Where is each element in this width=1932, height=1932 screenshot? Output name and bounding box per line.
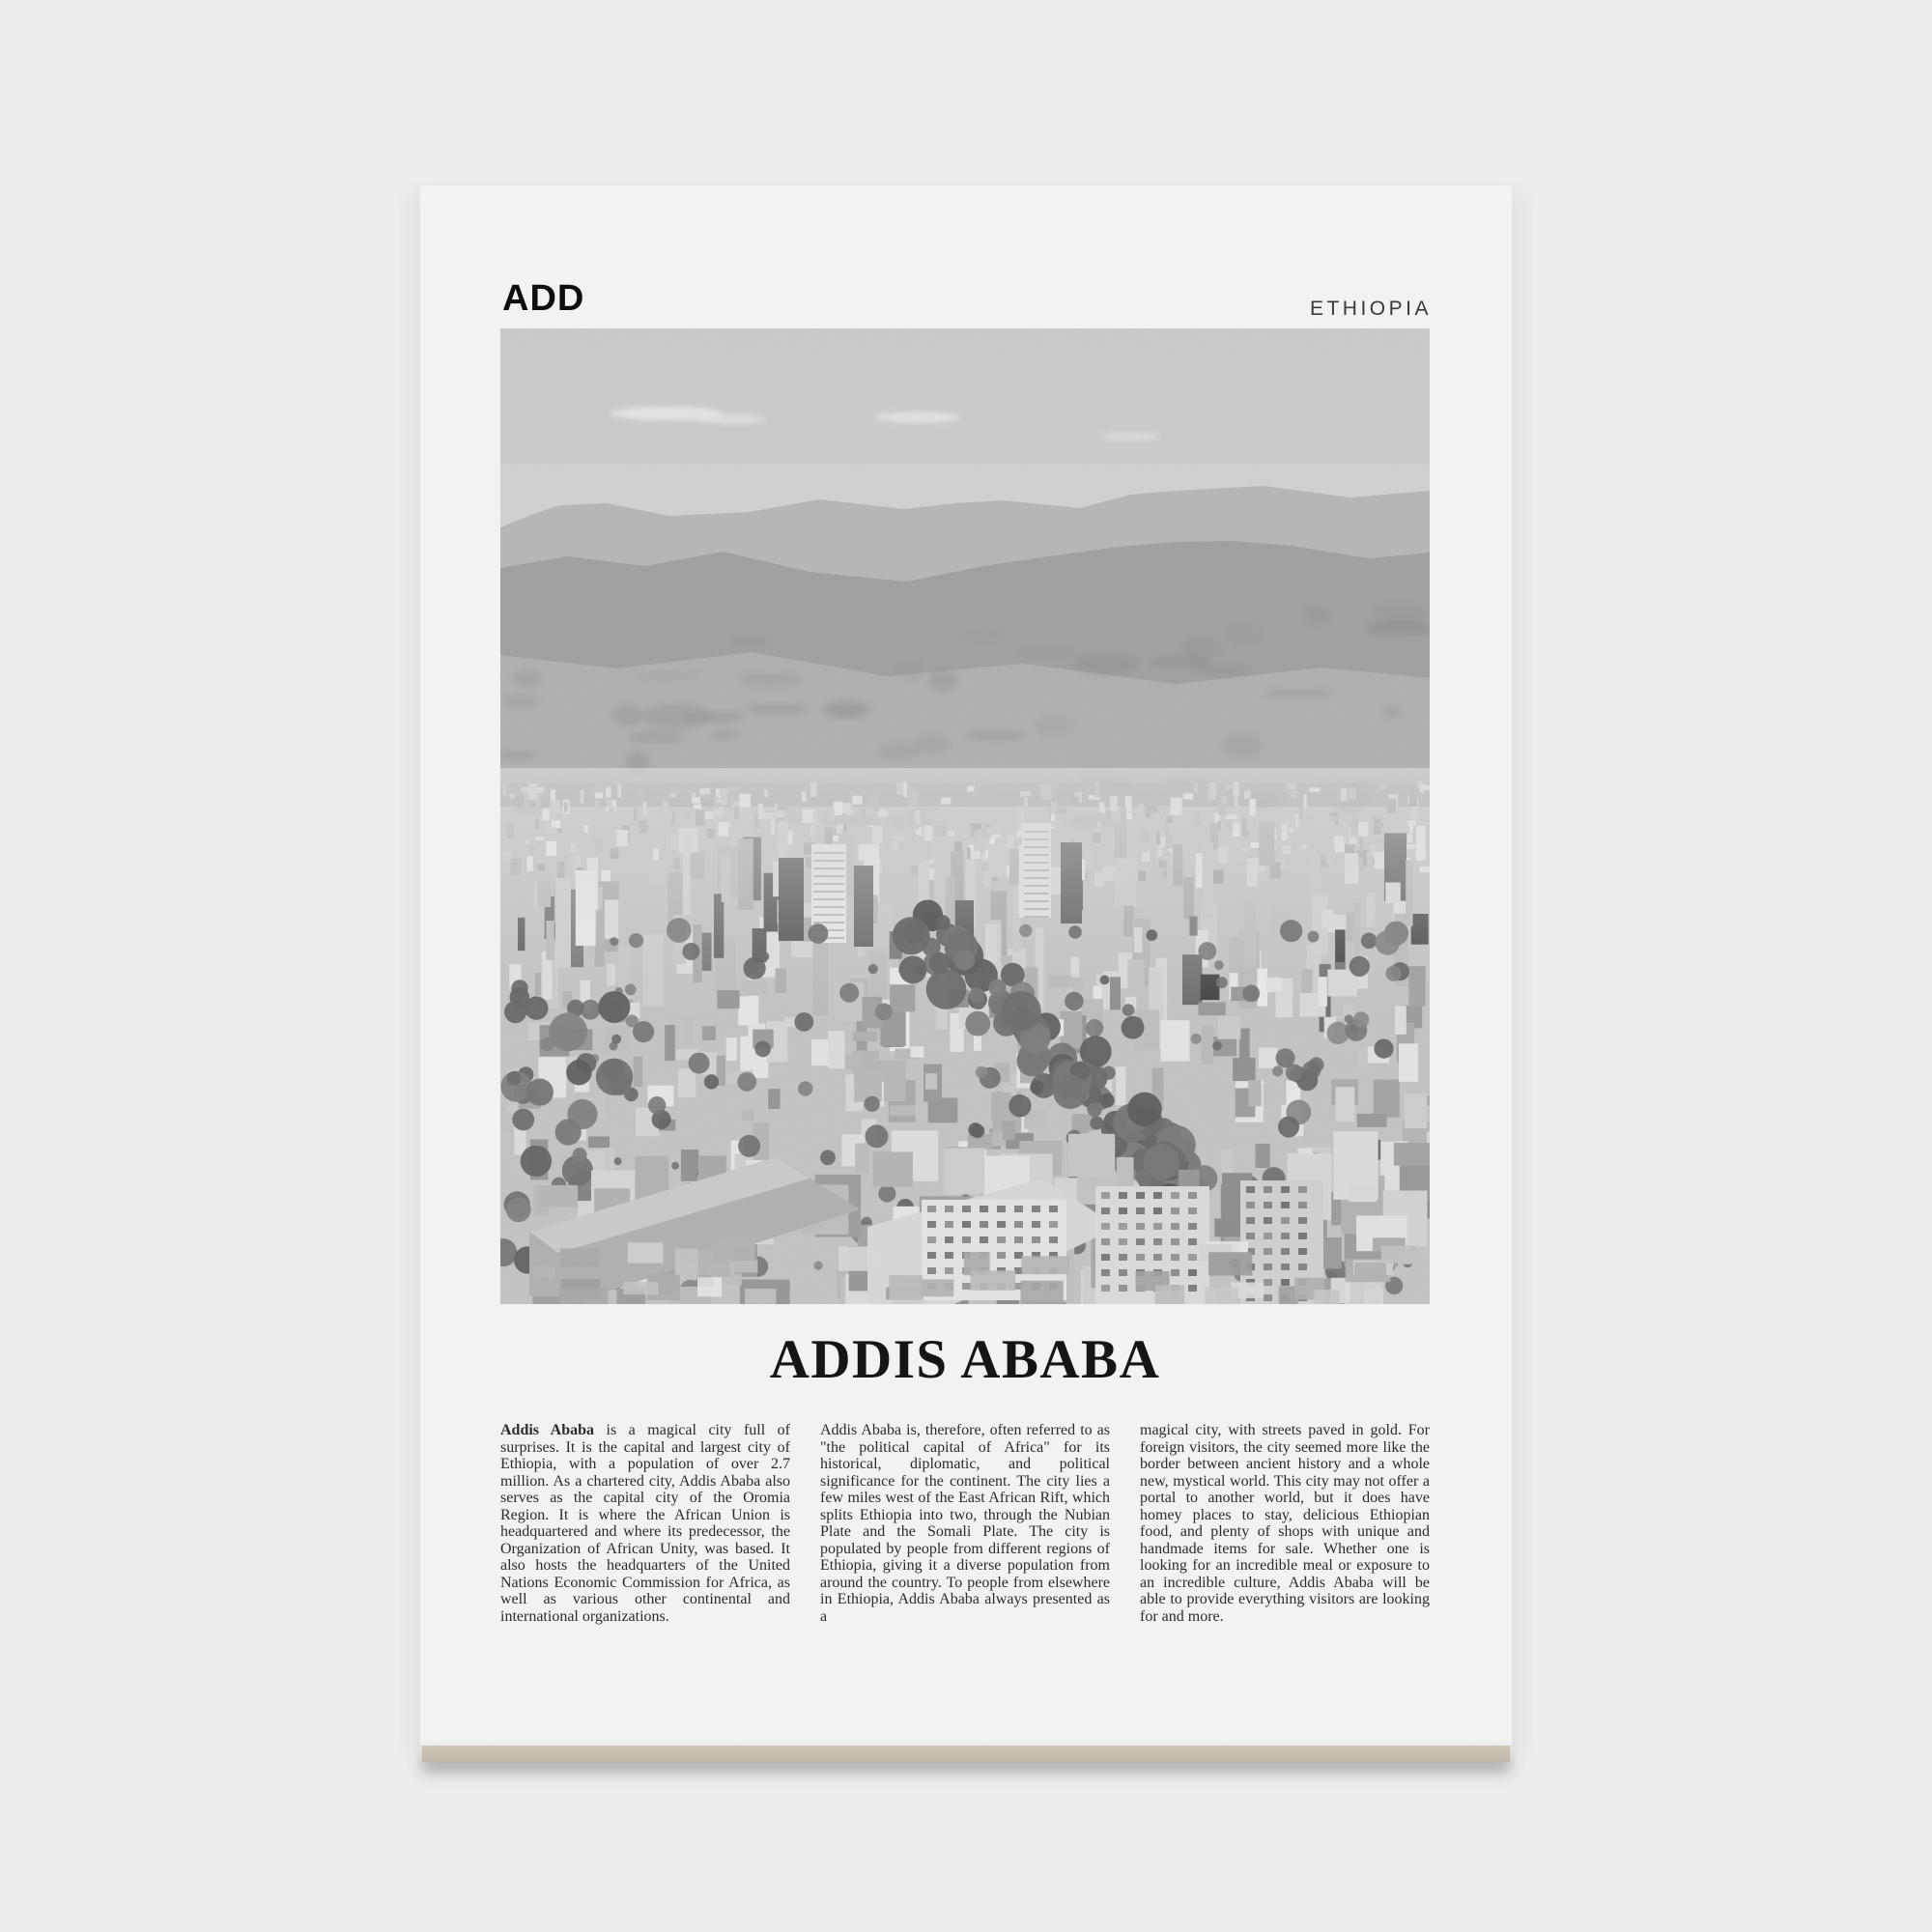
poster-title: ADDIS ABABA — [769, 1329, 1161, 1390]
body-column-3 — [1140, 1422, 1430, 1625]
city-code-label: ADD — [502, 278, 585, 319]
body-text — [500, 1422, 1430, 1625]
poster-edge-shadow — [422, 1746, 1510, 1762]
city-photo-svg — [500, 328, 1430, 1304]
column-text: magical city, with streets paved in gold. For foreign visitors, the city seemed more like the border between ancient history and a whole new, mystical world. This city may not offer a portal to another world, but it does have homey places to stay, delicious Ethiopian food, and plenty of shops with unique and handmade items for sale. Whether one is looking for an incredible meal or exposure to an incredible culture, Addis Ababa will be able to provide everything visitors are looking for and more. — [1140, 1422, 1430, 1625]
column-text: Addis Ababa is, therefore, often referred to as "the political capital of Africa" for its historical, diplomatic, and political significance for the continent. The city lies a few miles west of the East African Rift, which splits Ethiopia into two, through the Nubian Plate and the Somali Plate. The city is populated by people from different regions of Ethiopia, giving it a diverse population from around the country. To people from elsewhere in Ethiopia, Addis Ababa always presented as a — [820, 1422, 1110, 1625]
body-column-2 — [820, 1422, 1110, 1625]
photo-grain — [500, 328, 1430, 1304]
city-photo — [500, 328, 1430, 1304]
body-column-1 — [500, 1422, 790, 1625]
column-text: is a magical city full of surprises. It is the capital and largest city of Ethiopia, with a population of over 2.7 million. As a chartered city, Addis Ababa also serves as the capital city of the Oromia Region. It is where the African Union is headquartered and where its predecessor, the Organization of African Unity, was based. It also hosts the headquarters of the United Nations Economic Commission for Africa, as well as various other continental and international organizations. — [500, 1422, 790, 1625]
poster — [420, 185, 1512, 1746]
lead-bold: Addis Ababa — [500, 1422, 594, 1438]
country-label: ETHIOPIA — [1309, 298, 1432, 320]
